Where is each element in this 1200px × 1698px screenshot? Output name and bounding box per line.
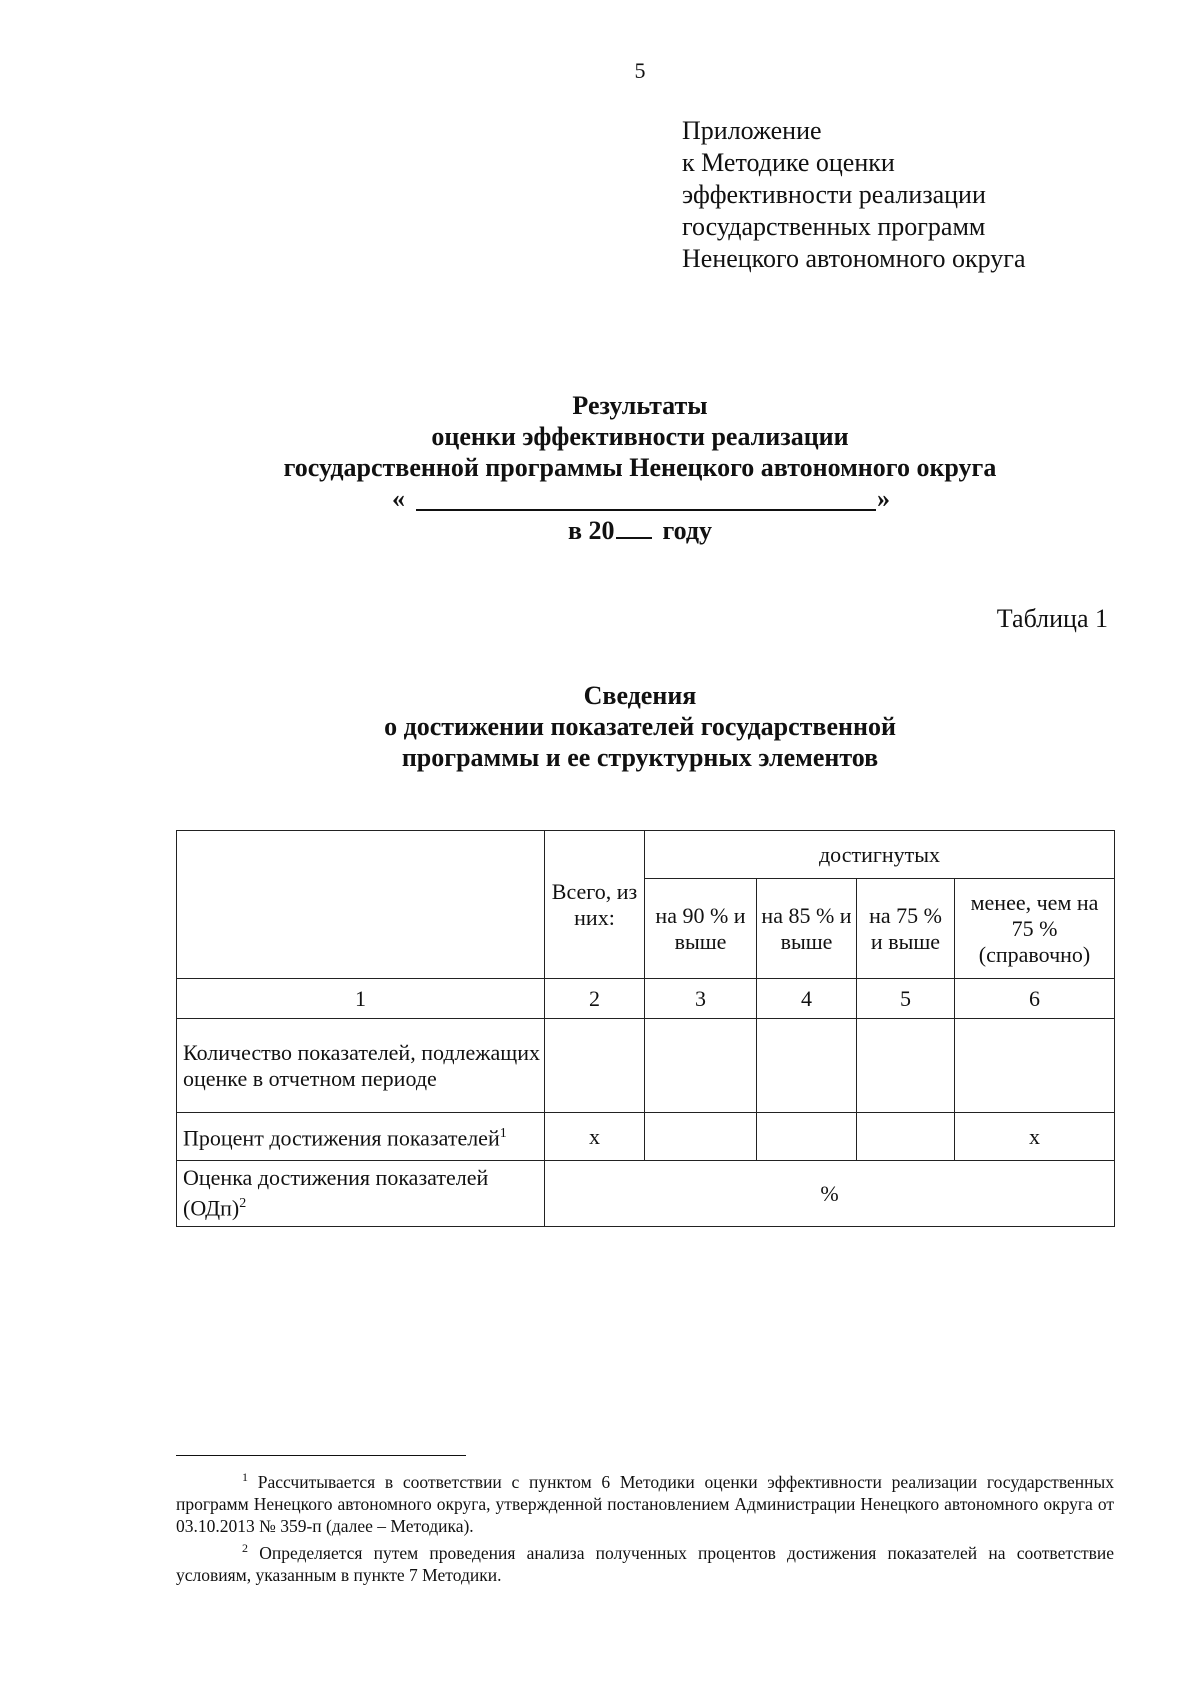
year-prefix: в 20 <box>567 516 615 545</box>
table-cell-x: х <box>955 1113 1115 1161</box>
program-name-underline <box>416 509 876 511</box>
table-cell <box>545 1019 645 1113</box>
table-cell <box>757 1019 857 1113</box>
column-number: 2 <box>545 979 645 1019</box>
header-achieved: достигнутых <box>645 831 1115 879</box>
quote-close: » <box>877 484 890 513</box>
footnote-ref: 1 <box>499 1126 507 1142</box>
table-label: Таблица 1 <box>996 604 1108 633</box>
table-cell <box>955 1019 1115 1113</box>
indicators-table <box>176 830 1115 1227</box>
column-number: 1 <box>177 979 545 1019</box>
info-title-line: Сведения <box>583 681 697 710</box>
footnote-text: Рассчитывается в соответствии с пунктом 6 Методики оценки эффективности реализации государственных программ Ненецкого автономного округа, утвержденной постановлением Администрации Ненецкого автономного округа от 03.10.2013 № 359-п (далее – Методика). <box>176 1471 1114 1536</box>
header-90: на 90 % и выше <box>645 879 757 979</box>
footnote-text: Определяется путем проведения анализа полученных процентов достижения показателей на соответствие условиям, указанным в пункте 7 Методики. <box>176 1542 1115 1585</box>
column-number: 6 <box>955 979 1115 1019</box>
footnote-marker: 1 <box>242 1470 248 1484</box>
program-name-blank <box>0 483 1200 515</box>
quote-open: « <box>392 484 405 513</box>
results-title-line: государственной программы Ненецкого автономного округа <box>283 453 997 482</box>
header-85: на 85 % и выше <box>757 879 857 979</box>
column-number: 4 <box>757 979 857 1019</box>
table-cell <box>757 1113 857 1161</box>
results-title-line: Результаты <box>572 391 708 420</box>
appendix-line: Ненецкого автономного округа <box>682 244 1026 273</box>
page-number: 5 <box>634 58 646 83</box>
year-line <box>568 515 712 546</box>
header-total: Всего, из них: <box>545 831 645 979</box>
table-cell <box>857 1113 955 1161</box>
info-title-line: о достижении показателей государственной <box>384 712 896 741</box>
footnote-2 <box>176 1537 1114 1586</box>
appendix-line: эффективности реализации <box>682 180 986 209</box>
footnote-ref: 2 <box>239 1196 247 1212</box>
table-cell <box>857 1019 955 1113</box>
row-label-count: Количество показателей, подлежащих оценке в отчетном периоде <box>177 1019 545 1113</box>
assessment-value: % <box>545 1161 1115 1227</box>
header-empty-cell <box>177 831 545 979</box>
table-cell <box>645 1113 757 1161</box>
results-title-line: оценки эффективности реализации <box>431 422 849 451</box>
appendix-line: государственных программ <box>682 212 986 241</box>
year-blank <box>616 517 652 539</box>
appendix-line: Приложение <box>682 116 822 145</box>
appendix-note <box>682 115 1026 275</box>
header-75: на 75 % и выше <box>857 879 955 979</box>
table-row <box>177 1161 1115 1227</box>
info-title <box>0 680 1200 773</box>
footnote-marker: 2 <box>242 1540 248 1555</box>
header-less-75: менее, чем на 75 % (справочно) <box>955 879 1115 979</box>
table-cell <box>645 1019 757 1113</box>
appendix-line: к Методике оценки <box>682 148 895 177</box>
row-label-percent: Процент достижения показателей$^1$ <box>177 1113 545 1161</box>
row-label-assessment: Оценка достижения показателей (ОДп)$^2$ <box>177 1161 545 1227</box>
table-cell-x: х <box>545 1113 645 1161</box>
results-title <box>0 390 1200 546</box>
footnote-1 <box>176 1466 1114 1537</box>
info-title-line: программы и ее структурных элементов <box>401 743 879 772</box>
table-row <box>177 1019 1115 1113</box>
table-row <box>177 1113 1115 1161</box>
footnote-separator <box>176 1455 466 1456</box>
column-number: 5 <box>857 979 955 1019</box>
footnotes <box>176 1466 1114 1586</box>
year-suffix: году <box>662 516 713 545</box>
column-number: 3 <box>645 979 757 1019</box>
